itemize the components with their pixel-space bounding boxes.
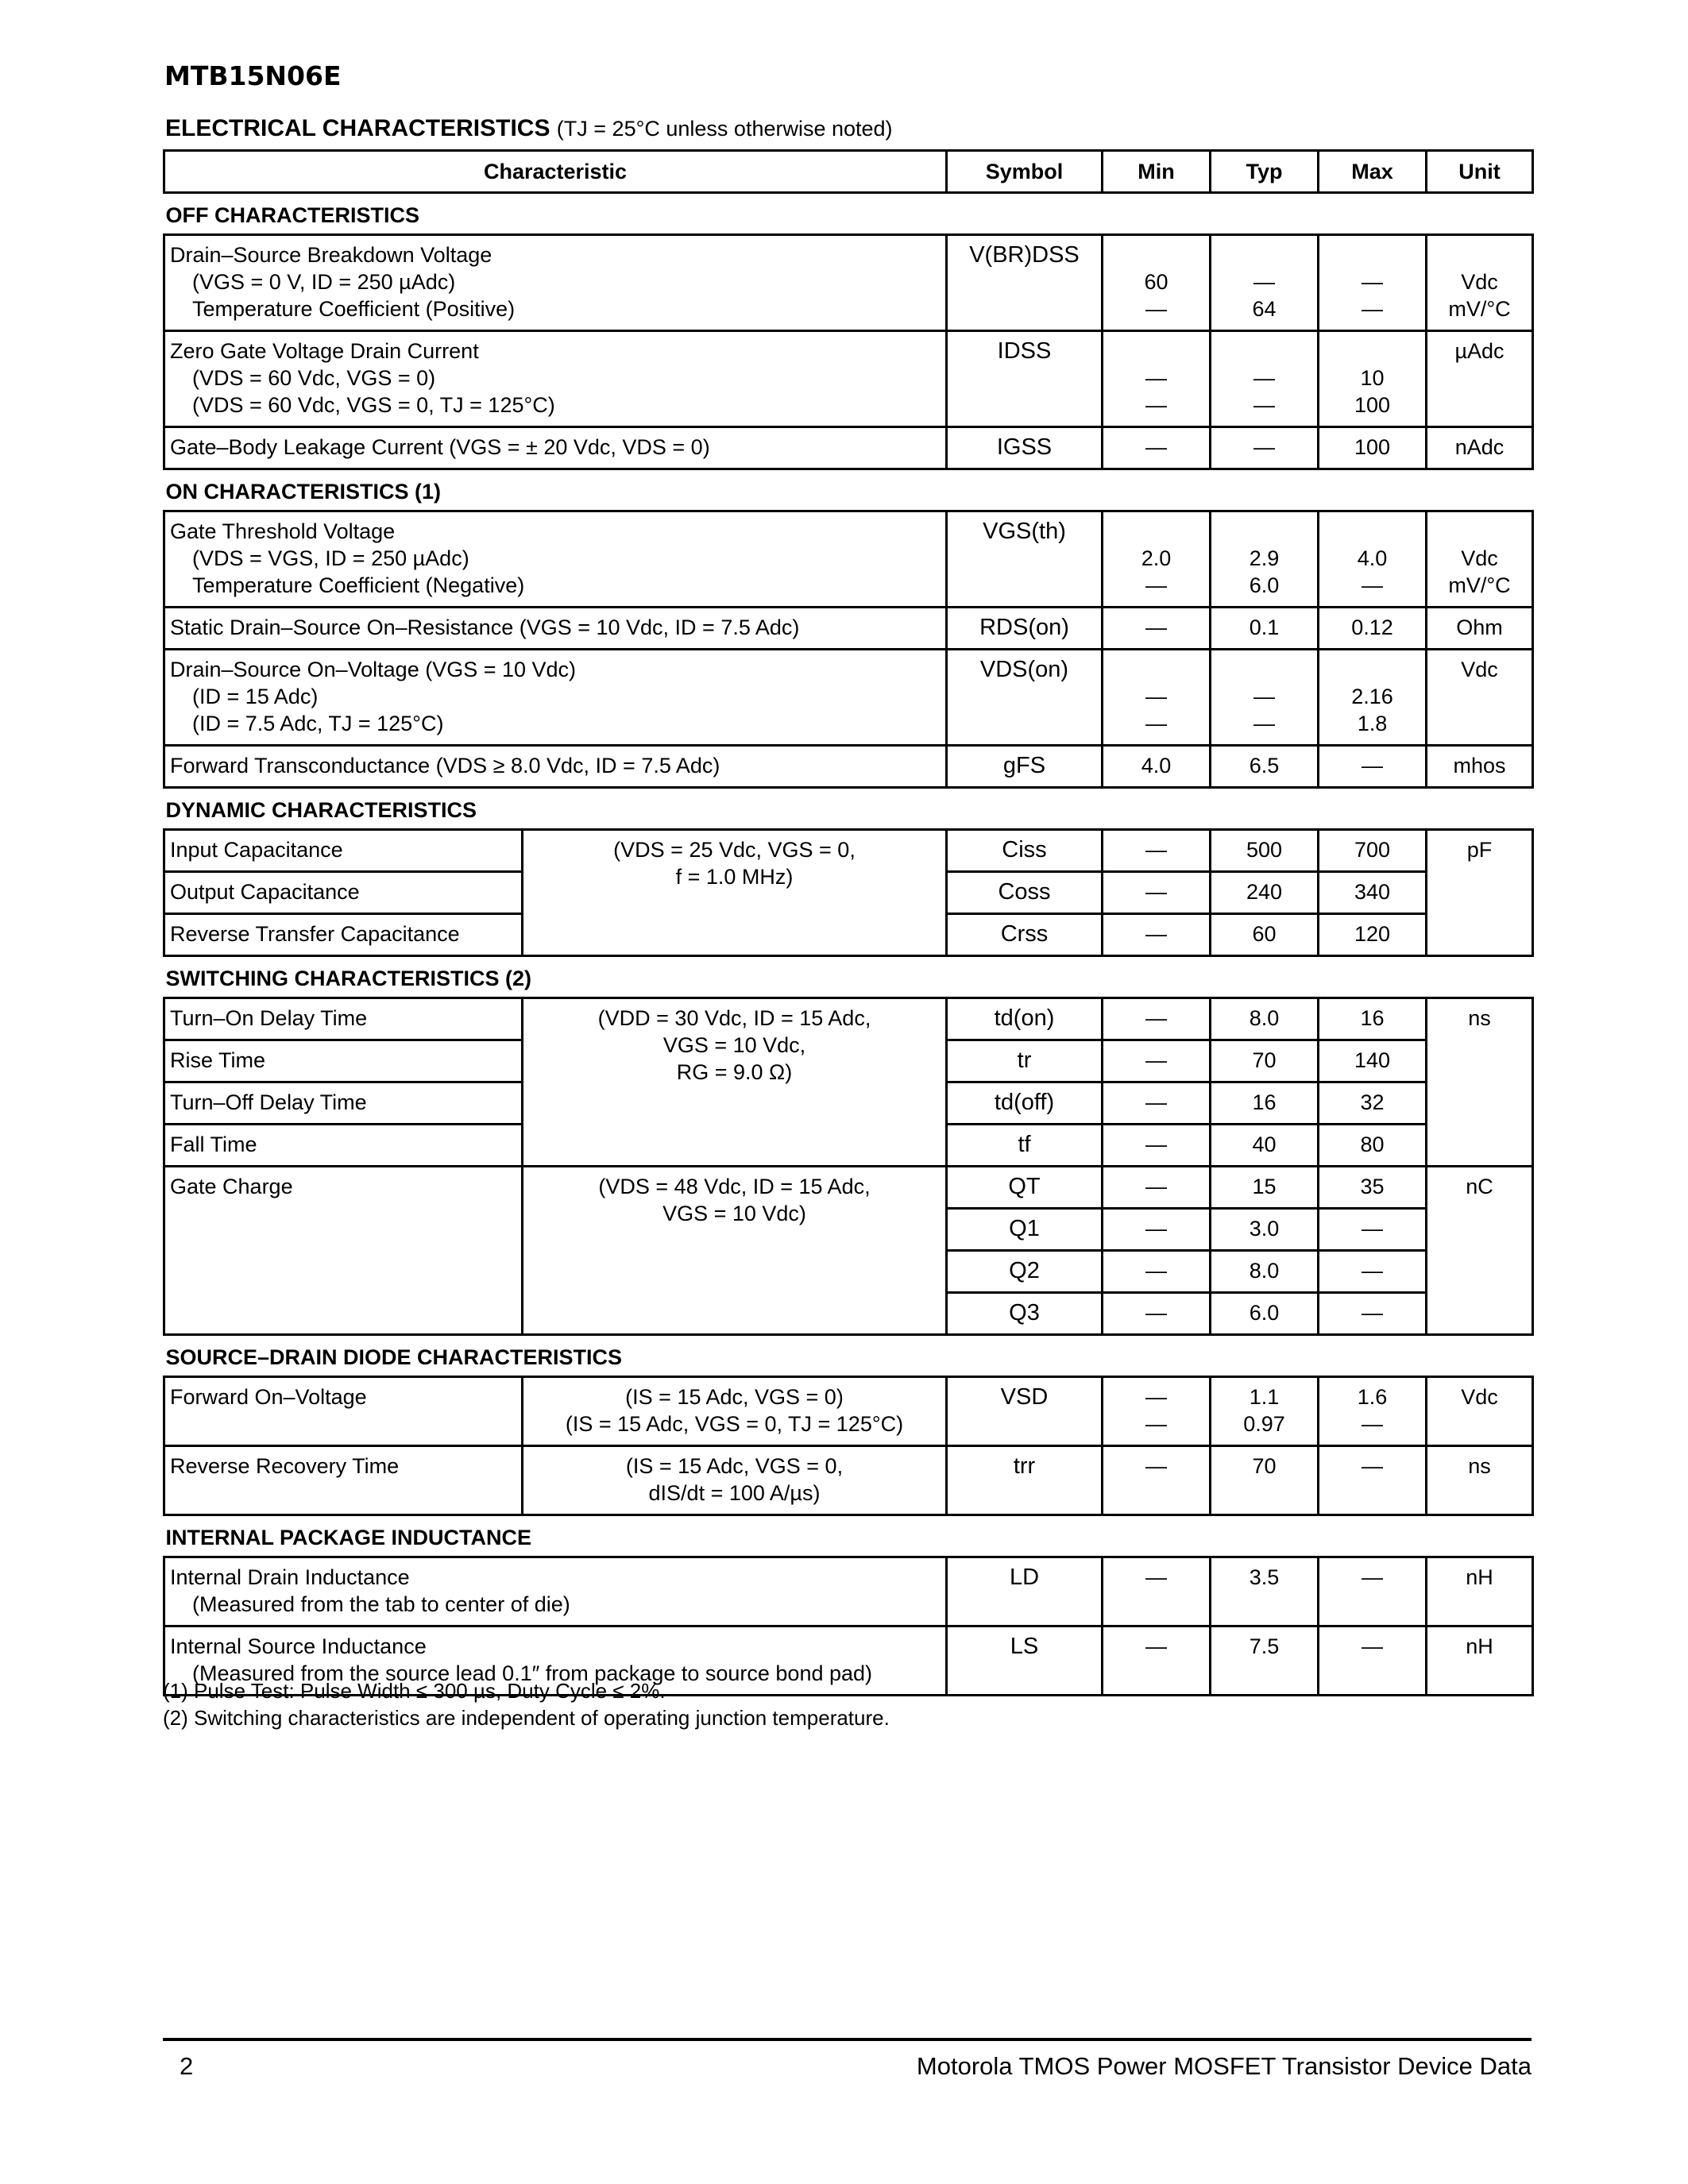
- table-row: [164, 511, 1533, 608]
- test-condition-cell: (VDS = 25 Vdc, VGS = 0, f = 1.0 MHz): [523, 830, 947, 956]
- typ-cell: 70: [1211, 1040, 1319, 1082]
- characteristic-cell: [164, 1557, 947, 1626]
- symbol-cell: td(on): [947, 998, 1103, 1040]
- characteristic-cell: Turn–Off Delay Time: [164, 1082, 523, 1125]
- typ-cell: —: [1211, 427, 1319, 469]
- max-cell: —: [1319, 746, 1427, 788]
- footer-rule: [163, 2038, 1532, 2041]
- symbol-cell: Q2: [947, 1251, 1103, 1293]
- table-header-row: [164, 151, 1533, 193]
- group-title: SWITCHING CHARACTERISTICS (2): [164, 956, 1533, 998]
- max-cell: —: [1319, 1557, 1427, 1626]
- characteristic-condition: (VDS = 60 Vdc, VGS = 0, TJ = 125°C): [192, 393, 555, 417]
- group-source-drain-diode: [164, 1335, 1533, 1377]
- column-header-typ: Typ: [1211, 151, 1319, 193]
- characteristic-cell: Rise Time: [164, 1040, 523, 1082]
- group-off-characteristics: [164, 193, 1533, 235]
- max-cell: —: [1319, 1251, 1427, 1293]
- symbol-cell: Q3: [947, 1293, 1103, 1335]
- typ-cell: 15: [1211, 1167, 1319, 1209]
- test-condition-cell: (VDS = 48 Vdc, ID = 15 Adc, VGS = 10 Vdc): [523, 1167, 947, 1335]
- min-cell: —: [1103, 1251, 1211, 1293]
- min-cell: —: [1103, 1626, 1211, 1696]
- symbol-cell: trr: [947, 1446, 1103, 1515]
- min-cell: —: [1103, 1446, 1211, 1515]
- min-cell: —: [1103, 1293, 1211, 1335]
- characteristic-name: Internal Drain Inductance: [170, 1565, 410, 1589]
- min-cell: 4.0: [1103, 746, 1211, 788]
- group-title: OFF CHARACTERISTICS: [164, 193, 1533, 235]
- characteristic-name: Internal Source Inductance: [170, 1634, 427, 1658]
- max-cell: 80: [1319, 1125, 1427, 1167]
- max-cell: 4.0 —: [1319, 511, 1427, 608]
- test-condition-cell: (VDD = 30 Vdc, ID = 15 Adc, VGS = 10 Vdc, RG = 9.0 Ω): [523, 998, 947, 1167]
- group-title: ON CHARACTERISTICS (1): [164, 469, 1533, 511]
- characteristic-cell: Forward Transconductance (VDS ≥ 8.0 Vdc, ID = 7.5 Adc): [164, 746, 947, 788]
- characteristic-name: Zero Gate Voltage Drain Current: [170, 339, 479, 363]
- max-cell: — —: [1319, 235, 1427, 331]
- max-cell: 32: [1319, 1082, 1427, 1125]
- typ-cell: 70: [1211, 1446, 1319, 1515]
- footnote: (2) Switching characteristics are independent of operating junction temperature.: [163, 1706, 890, 1730]
- characteristic-condition: (VDS = VGS, ID = 250 µAdc): [192, 546, 469, 570]
- unit-cell: nH: [1427, 1626, 1533, 1696]
- column-header-max: Max: [1319, 151, 1427, 193]
- characteristic-condition: (VDS = 60 Vdc, VGS = 0): [192, 366, 436, 390]
- characteristic-name: Drain–Source On–Voltage (VGS = 10 Vdc): [170, 658, 577, 681]
- typ-cell: 2.9 6.0: [1211, 511, 1319, 608]
- characteristic-condition: (Measured from the tab to center of die): [192, 1592, 570, 1616]
- min-cell: —: [1103, 608, 1211, 650]
- typ-cell: 8.0: [1211, 1251, 1319, 1293]
- characteristic-cell: Gate–Body Leakage Current (VGS = ± 20 Vdc, VDS = 0): [164, 427, 947, 469]
- typ-cell: 3.0: [1211, 1209, 1319, 1251]
- unit-cell: Vdc mV/°C: [1427, 235, 1533, 331]
- group-internal-package-inductance: [164, 1515, 1533, 1557]
- typ-cell: 8.0: [1211, 998, 1319, 1040]
- typ-cell: 16: [1211, 1082, 1319, 1125]
- characteristic-condition: (VGS = 0 V, ID = 250 µAdc): [192, 270, 456, 294]
- table-row: [164, 235, 1533, 331]
- symbol-cell: IGSS: [947, 427, 1103, 469]
- unit-cell: nAdc: [1427, 427, 1533, 469]
- symbol-cell: QT: [947, 1167, 1103, 1209]
- characteristic-name: Gate Threshold Voltage: [170, 519, 396, 543]
- characteristic-cell: Static Drain–Source On–Resistance (VGS = 10 Vdc, ID = 7.5 Adc): [164, 608, 947, 650]
- footer-title: Motorola TMOS Power MOSFET Transistor Device Data: [916, 2052, 1532, 2080]
- max-cell: 120: [1319, 914, 1427, 956]
- symbol-cell: Ciss: [947, 830, 1103, 872]
- group-on-characteristics: [164, 469, 1533, 511]
- group-switching-characteristics: [164, 956, 1533, 998]
- min-cell: —: [1103, 1125, 1211, 1167]
- max-cell: 140: [1319, 1040, 1427, 1082]
- symbol-cell: Coss: [947, 872, 1103, 914]
- max-cell: —: [1319, 1209, 1427, 1251]
- table-row: [164, 650, 1533, 746]
- typ-cell: 1.1 0.97: [1211, 1377, 1319, 1446]
- typ-cell: 7.5: [1211, 1626, 1319, 1696]
- symbol-cell: td(off): [947, 1082, 1103, 1125]
- min-cell: —: [1103, 1209, 1211, 1251]
- unit-cell: ns: [1427, 998, 1533, 1167]
- group-title: DYNAMIC CHARACTERISTICS: [164, 788, 1533, 830]
- max-cell: 1.6 —: [1319, 1377, 1427, 1446]
- symbol-cell: VSD: [947, 1377, 1103, 1446]
- max-cell: 100: [1319, 427, 1427, 469]
- max-cell: 0.12: [1319, 608, 1427, 650]
- max-cell: 700: [1319, 830, 1427, 872]
- part-number: MTB15N06E: [164, 60, 342, 91]
- unit-cell: Ohm: [1427, 608, 1533, 650]
- min-cell: —: [1103, 1557, 1211, 1626]
- section-heading: [165, 115, 893, 142]
- unit-cell: ns: [1427, 1446, 1533, 1515]
- group-title: INTERNAL PACKAGE INDUCTANCE: [164, 1515, 1533, 1557]
- characteristic-cell: [164, 235, 947, 331]
- typ-cell: — —: [1211, 331, 1319, 427]
- column-header-symbol: Symbol: [947, 151, 1103, 193]
- symbol-cell: tf: [947, 1125, 1103, 1167]
- typ-cell: 6.0: [1211, 1293, 1319, 1335]
- column-header-unit: Unit: [1427, 151, 1533, 193]
- unit-cell: pF: [1427, 830, 1533, 956]
- unit-cell: nC: [1427, 1167, 1533, 1335]
- characteristic-cell: Turn–On Delay Time: [164, 998, 523, 1040]
- characteristic-cell: Forward On–Voltage: [164, 1377, 523, 1446]
- max-cell: —: [1319, 1446, 1427, 1515]
- section-title: ELECTRICAL CHARACTERISTICS: [165, 115, 550, 141]
- column-header-characteristic: Characteristic: [164, 151, 947, 193]
- typ-cell: 60: [1211, 914, 1319, 956]
- max-cell: 16: [1319, 998, 1427, 1040]
- table-row: [164, 1446, 1533, 1515]
- min-cell: —: [1103, 1082, 1211, 1125]
- min-cell: — —: [1103, 331, 1211, 427]
- table-row: [164, 1377, 1533, 1446]
- typ-cell: — —: [1211, 650, 1319, 746]
- min-cell: 2.0 —: [1103, 511, 1211, 608]
- characteristic-condition: (ID = 7.5 Adc, TJ = 125°C): [192, 712, 444, 735]
- characteristic-name: Drain–Source Breakdown Voltage: [170, 243, 492, 267]
- characteristic-cell: Input Capacitance: [164, 830, 523, 872]
- max-cell: —: [1319, 1626, 1427, 1696]
- symbol-cell: LD: [947, 1557, 1103, 1626]
- max-cell: 340: [1319, 872, 1427, 914]
- table-row: [164, 1167, 1533, 1209]
- max-cell: 10 100: [1319, 331, 1427, 427]
- footnote: (1) Pulse Test: Pulse Width ≤ 300 µs, Duty Cycle ≤ 2%.: [163, 1679, 666, 1703]
- characteristic-condition: Temperature Coefficient (Positive): [192, 297, 516, 321]
- max-cell: 2.16 1.8: [1319, 650, 1427, 746]
- footnotes: [163, 1677, 890, 1731]
- min-cell: 60 —: [1103, 235, 1211, 331]
- min-cell: —: [1103, 1167, 1211, 1209]
- page-number: 2: [180, 2052, 194, 2080]
- unit-cell: Vdc: [1427, 1377, 1533, 1446]
- table-row: [164, 1557, 1533, 1626]
- min-cell: —: [1103, 914, 1211, 956]
- symbol-cell: Q1: [947, 1209, 1103, 1251]
- characteristic-condition: (Measured from the source lead 0.1″ from package to source bond pad): [192, 1661, 873, 1685]
- electrical-characteristics-table: [163, 149, 1534, 1696]
- characteristic-cell: Fall Time: [164, 1125, 523, 1167]
- min-cell: —: [1103, 998, 1211, 1040]
- typ-cell: — 64: [1211, 235, 1319, 331]
- min-cell: — —: [1103, 1377, 1211, 1446]
- characteristic-cell: [164, 511, 947, 608]
- min-cell: — —: [1103, 650, 1211, 746]
- test-condition-cell: (IS = 15 Adc, VGS = 0) (IS = 15 Adc, VGS = 0, TJ = 125°C): [523, 1377, 947, 1446]
- min-cell: —: [1103, 1040, 1211, 1082]
- test-condition-cell: (IS = 15 Adc, VGS = 0, dIS/dt = 100 A/µs): [523, 1446, 947, 1515]
- unit-cell: nH: [1427, 1557, 1533, 1626]
- max-cell: 35: [1319, 1167, 1427, 1209]
- symbol-cell: VGS(th): [947, 511, 1103, 608]
- table-row: [164, 427, 1533, 469]
- symbol-cell: IDSS: [947, 331, 1103, 427]
- column-header-min: Min: [1103, 151, 1211, 193]
- characteristic-cell: [164, 331, 947, 427]
- typ-cell: 0.1: [1211, 608, 1319, 650]
- table-row: [164, 608, 1533, 650]
- max-cell: —: [1319, 1293, 1427, 1335]
- min-cell: —: [1103, 830, 1211, 872]
- symbol-cell: Crss: [947, 914, 1103, 956]
- table-row: [164, 830, 1533, 872]
- table-row: [164, 746, 1533, 788]
- group-dynamic-characteristics: [164, 788, 1533, 830]
- typ-cell: 240: [1211, 872, 1319, 914]
- characteristic-condition: (ID = 15 Adc): [192, 685, 319, 708]
- typ-cell: 3.5: [1211, 1557, 1319, 1626]
- symbol-cell: tr: [947, 1040, 1103, 1082]
- characteristic-condition: Temperature Coefficient (Negative): [192, 573, 525, 597]
- symbol-cell: LS: [947, 1626, 1103, 1696]
- characteristic-cell: Output Capacitance: [164, 872, 523, 914]
- min-cell: —: [1103, 872, 1211, 914]
- typ-cell: 6.5: [1211, 746, 1319, 788]
- characteristic-cell: Reverse Transfer Capacitance: [164, 914, 523, 956]
- unit-cell: µAdc: [1427, 331, 1533, 427]
- typ-cell: 500: [1211, 830, 1319, 872]
- table-row: [164, 998, 1533, 1040]
- section-note: (TJ = 25°C unless otherwise noted): [556, 117, 893, 141]
- symbol-cell: RDS(on): [947, 608, 1103, 650]
- characteristic-cell: [164, 650, 947, 746]
- symbol-cell: VDS(on): [947, 650, 1103, 746]
- typ-cell: 40: [1211, 1125, 1319, 1167]
- unit-cell: Vdc mV/°C: [1427, 511, 1533, 608]
- symbol-cell: V(BR)DSS: [947, 235, 1103, 331]
- unit-cell: mhos: [1427, 746, 1533, 788]
- unit-cell: Vdc: [1427, 650, 1533, 746]
- characteristic-cell: Gate Charge: [164, 1167, 523, 1335]
- min-cell: —: [1103, 427, 1211, 469]
- characteristic-cell: Reverse Recovery Time: [164, 1446, 523, 1515]
- group-title: SOURCE–DRAIN DIODE CHARACTERISTICS: [164, 1335, 1533, 1377]
- table-row: [164, 331, 1533, 427]
- symbol-cell: gFS: [947, 746, 1103, 788]
